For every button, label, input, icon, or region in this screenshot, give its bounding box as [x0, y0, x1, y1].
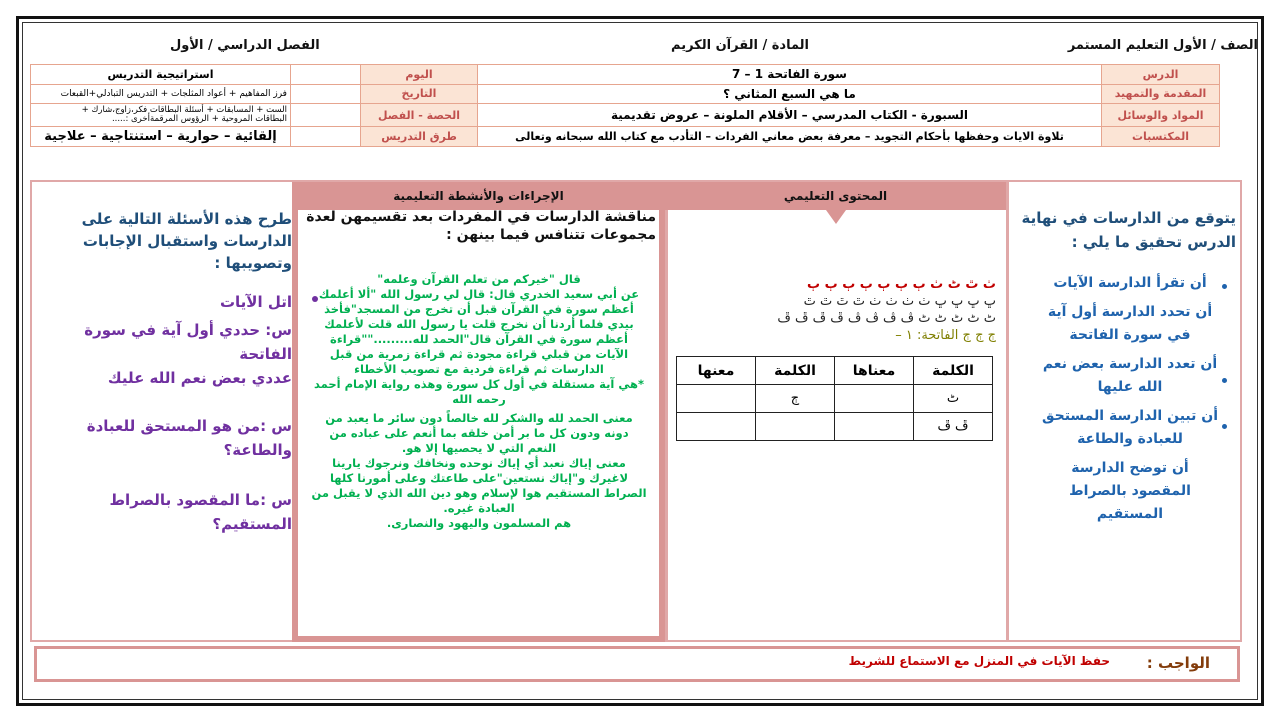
hadith-line: أعظم سورة في القرآن قبل أن تخرج من المسجد"فأخذ: [324, 302, 634, 316]
homework-value: حفظ الآيات في المنزل مع الاستماع للشريط: [848, 654, 1110, 668]
meaning-line: الصراط المستقيم هوا لإسلام وهو دين الله الذي لا يقبل من: [311, 486, 647, 500]
vocab-cell: [756, 413, 835, 441]
reading-line: رحمه الله: [452, 392, 506, 406]
lesson-label: الدرس: [1102, 65, 1220, 85]
day-label: اليوم: [361, 65, 478, 85]
meaning-line: دونه ودون كل ما بر أمن خلقه بما أنعم على عباده من: [329, 426, 629, 440]
date-value: [291, 84, 361, 104]
vocab-cell: [677, 413, 756, 441]
procedures-intro: مناقشة الدارسات في المفردات بعد تقسيمهن لعدة مجموعات تتنافس فيما بينهن :: [306, 209, 656, 243]
assessment-intro: طرح هذه الأسئلة التالية على الدارسات واستقبال الإجابات وتصويبها :: [81, 210, 292, 272]
assessment-q5: س :ما المقصود بالصراط المستقيم؟: [109, 491, 292, 533]
strategy-line3: البطاقات المروحية + الرؤوس المرقمةأخرى :.....: [111, 114, 287, 124]
meaning-line: العبادة غيره.: [443, 501, 515, 515]
bullet-icon: [1222, 284, 1227, 289]
vocab-cell: ڦ ڦ: [914, 413, 993, 441]
subject-title: المادة / القرآن الكريم: [671, 38, 809, 53]
content-band: المحتوى التعليمي: [665, 182, 1006, 210]
grade-title: الصف / الأول التعليم المستمر: [1067, 38, 1258, 53]
letters-line4: ڄ ڄ ڄ الفاتحة: ١ –: [895, 328, 996, 343]
date-label: التاريخ: [361, 84, 478, 104]
letters-line2: ڀ ڀ ڀ ڀ ٺ ٺ ٺ ٺ ٿ ٿ ٿ ٿ: [803, 294, 996, 309]
lesson-info-table: [30, 64, 1220, 147]
outcomes-label: المكتسبات: [1102, 127, 1220, 147]
vocab-table: [676, 356, 993, 441]
meaning-line: هم المسلمون واليهود والنصارى.: [386, 516, 572, 530]
objective-item: أن تبين الدارسة المستحق للعبادة والطاعة: [1041, 408, 1219, 447]
methods-label: طرق التدريس: [361, 127, 478, 147]
objective-item: أن تقرأ الدارسة الآيات: [1053, 275, 1207, 291]
vocab-header: معناها: [835, 357, 914, 385]
reading-line: الآيات من قبلي قراءة مجودة ثم قراءة زمرية من قبل: [329, 347, 629, 361]
bullet-icon: [1222, 378, 1227, 383]
bullet-icon: [312, 296, 318, 302]
homework-label: الواجب :: [1146, 654, 1210, 672]
meaning-line: معنى إياك نعبد أي إياك نوحده ونخافك ونرجوك يارينا: [332, 456, 626, 470]
hadith-line: قال "خيركم من تعلم القرآن وعلمه": [377, 272, 581, 286]
objectives-list: [1040, 272, 1220, 526]
assessment-q2: س: حددي أول آية في سورة الفاتحة: [84, 321, 292, 363]
hadith-line: أعظم سورة في القرآن قال"الحمد لله.........""قراءة: [330, 332, 628, 346]
reading-line: الدارسات ثم قراءة فردية مع تصويب الأخطاء: [354, 362, 604, 376]
vocab-cell: ڄ: [756, 385, 835, 413]
down-arrow-icon: [826, 210, 846, 224]
bullet-icon: [1222, 424, 1227, 429]
objectives-intro: يتوقع من الدارسات في نهاية الدرس تحقيق ما يلي :: [1021, 209, 1236, 251]
outcomes-value: تلاوة الايات وحفظها بأحكام التجويد – معرفة بعض معاني الفردات – التأدب مع كتاب الله سبحانه وتعالى: [478, 127, 1102, 147]
meaning-line: النعم التي لا يحصيها إلا هو.: [401, 441, 557, 455]
letters-line1: ٺ ٿ ٹ ٺ ٻ ٻ ٻ ٻ ٻ ٻ ٻ: [807, 277, 996, 292]
vocab-cell: [835, 413, 914, 441]
meaning-line: معنى الحمد لله والشكر لله خالصاً دون سائر ما يعبد من: [325, 411, 633, 425]
intro-label: المقدمة والتمهيد: [1102, 84, 1220, 104]
vocab-cell: ٹ: [914, 385, 993, 413]
methods-blank: [291, 127, 361, 147]
objective-item: أن تعدد الدارسة بعض نعم الله عليها: [1042, 356, 1218, 395]
procedures-band: الإجراءات والأنشطة التعليمية: [292, 182, 665, 210]
intro-value: ما هي السبع المثاني ؟: [478, 84, 1102, 104]
strategy-line1: فرز المفاهيم + أعواد المثلجات + التدريس التبادلي+القبعات: [31, 84, 291, 104]
vocab-cell: [835, 385, 914, 413]
assessment-q1: اتل الآيات: [219, 293, 292, 311]
strategy-line2: الست + المسابقات + أسئلة البطاقات فكر،زاوج،شارك +: [81, 104, 287, 115]
hadith-line: بيدي فلما أردنا أن نخرج قلت يا رسول الله قلت لأعلمك: [324, 317, 634, 331]
assessment-q4: س :من هو المستحق للعبادة والطاعة؟: [86, 417, 292, 459]
meaning-line: لاغيرك و"إياك نستعين"على طاعتك وعلى أمورنا كلها: [329, 471, 629, 485]
vocab-cell: [677, 385, 756, 413]
objective-item: أن تحدد الدارسة أول آية في سورة الفاتحة: [1047, 304, 1213, 343]
vocab-header: الكلمة: [756, 357, 835, 385]
lesson-value: سورة الفاتحة 1 – 7: [478, 65, 1102, 85]
period-label: الحصة - الفصل: [361, 104, 478, 127]
period-value: [291, 104, 361, 127]
strategy-title: استراتيجية التدريس: [31, 65, 291, 85]
procedures-body: [302, 272, 656, 531]
methods-value: إلقائية – حوارية – استنتاجية – علاجية: [31, 127, 291, 147]
reading-line: *هي آية مستقلة في أول كل سورة وهذه رواية الإمام أحمد: [314, 377, 644, 391]
assessment-q3: عددي بعض نعم الله عليك: [107, 369, 292, 387]
vocab-header: الكلمة: [914, 357, 993, 385]
strategy-lines: [31, 104, 291, 127]
materials-value: السبورة - الكتاب المدرسي – الأقلام الملونة – عروض تقديمية: [478, 104, 1102, 127]
letters-block: [680, 276, 996, 344]
day-value: [291, 65, 361, 85]
letters-line3: ٹ ٹ ٹ ٹ ٹ ڤ ڤ ڤ ڤ ڦ ڦ ڦ ڦ: [777, 311, 996, 326]
vocab-header: معنها: [677, 357, 756, 385]
materials-label: المواد والوسائل: [1102, 104, 1220, 127]
objective-item: أن توضح الدارسة المقصود بالصراط المستقيم: [1069, 460, 1191, 522]
term-title: الفصل الدراسي / الأول: [170, 38, 320, 53]
hadith-line: عن أبي سعيد الخدري قال: قال لي رسول الله "ألا أعلمك: [318, 287, 640, 301]
